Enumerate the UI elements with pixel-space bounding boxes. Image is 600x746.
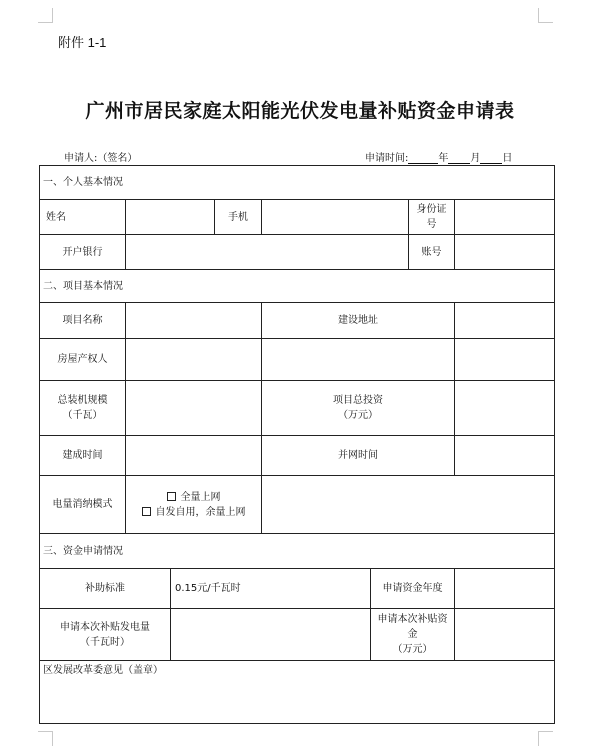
date-label: 申请时间:: [365, 153, 409, 164]
table-row: [40, 609, 555, 661]
account-label: 账号: [409, 235, 455, 270]
mode-options: [126, 476, 262, 534]
fund-label-line1: 申请本次补贴资金: [377, 614, 448, 640]
month-blank[interactable]: [448, 152, 470, 164]
table-row: [40, 200, 555, 235]
power-label-line2: （千瓦时）: [80, 636, 130, 648]
project-name-value[interactable]: [126, 303, 262, 339]
apply-year-value[interactable]: [455, 569, 555, 609]
address-value[interactable]: [455, 303, 555, 339]
fund-label-line2: （万元）: [392, 644, 433, 655]
capacity-label-line2: （千瓦）: [62, 410, 103, 421]
capacity-label-line1: 总装机规模: [57, 395, 108, 406]
mode-extra-cell[interactable]: [262, 476, 555, 534]
power-label-line1: 申请本次补贴发电量: [60, 621, 150, 633]
corner-mark: [38, 731, 53, 746]
opinion-cell[interactable]: 区发展改革委意见（盖章）: [40, 661, 555, 724]
built-time-label: 建成时间: [40, 436, 126, 476]
table-row: [40, 339, 555, 381]
section-row: [40, 270, 555, 303]
phone-value[interactable]: [262, 200, 409, 235]
capacity-value[interactable]: [126, 381, 262, 436]
table-row: [40, 303, 555, 339]
table-row: [40, 381, 555, 436]
investment-label-line1: 项目总投资: [333, 395, 383, 406]
power-value[interactable]: [171, 609, 371, 661]
checkbox[interactable]: [167, 492, 176, 501]
phone-label: 手机: [215, 200, 262, 235]
fund-label: [371, 609, 455, 661]
table-row: [40, 436, 555, 476]
id-number-value[interactable]: [455, 200, 555, 235]
year-label: 年: [438, 153, 449, 164]
built-time-value[interactable]: [126, 436, 262, 476]
grid-time-label: 并网时间: [262, 436, 455, 476]
table-row: [40, 661, 555, 724]
power-label: [40, 609, 171, 661]
project-name-label: 项目名称: [40, 303, 126, 339]
bank-label: 开户银行: [40, 235, 126, 270]
owner-value[interactable]: [126, 339, 262, 381]
id-number-label: 身份证号: [409, 200, 455, 235]
option-full-label: 全量上网: [180, 491, 221, 503]
form-title: 广州市居民家庭太阳能光伏发电量补贴资金申请表: [85, 100, 515, 122]
section-heading-project: 二、项目基本情况: [40, 270, 555, 303]
capacity-label: [40, 381, 126, 436]
corner-mark: [538, 731, 553, 746]
section-row: [40, 534, 555, 569]
owner-label: 房屋产权人: [40, 339, 126, 381]
option-self-use[interactable]: [129, 505, 258, 520]
name-value[interactable]: [126, 200, 215, 235]
corner-mark: [38, 8, 53, 23]
section-row: [40, 166, 555, 200]
month-label: 月: [470, 153, 481, 164]
investment-label-line2: （万元）: [338, 410, 378, 421]
investment-value[interactable]: [455, 381, 555, 436]
section-heading-funding: 三、资金申请情况: [40, 534, 555, 569]
option-self-label: 自发自用，余量上网: [155, 506, 246, 518]
account-value[interactable]: [455, 235, 555, 270]
applicant-signature: 申请人:（签名）: [64, 153, 138, 164]
option-full-grid[interactable]: [129, 490, 258, 505]
corner-mark: [538, 8, 553, 23]
owner-extra-cell[interactable]: [262, 339, 455, 381]
application-date: [365, 149, 512, 164]
name-label: 姓名: [40, 200, 126, 235]
standard-value: 0.15元/千瓦时: [171, 569, 371, 609]
table-row: [40, 235, 555, 270]
standard-label: 补助标准: [40, 569, 171, 609]
day-label: 日: [502, 153, 513, 164]
attachment-label: 附件 1-1: [58, 35, 107, 50]
fund-value[interactable]: [455, 609, 555, 661]
bank-value[interactable]: [126, 235, 409, 270]
year-blank[interactable]: [408, 152, 438, 164]
investment-label: [262, 381, 455, 436]
checkbox[interactable]: [142, 507, 151, 516]
apply-year-label: 申请资金年度: [371, 569, 455, 609]
owner-extra-value[interactable]: [455, 339, 555, 381]
grid-time-value[interactable]: [455, 436, 555, 476]
mode-label: 电量消纳模式: [40, 476, 126, 534]
table-row: [40, 476, 555, 534]
day-blank[interactable]: [480, 152, 502, 164]
section-heading-personal: 一、个人基本情况: [40, 166, 555, 200]
application-form-table: [39, 165, 555, 724]
address-label: 建设地址: [262, 303, 455, 339]
table-row: [40, 569, 555, 609]
